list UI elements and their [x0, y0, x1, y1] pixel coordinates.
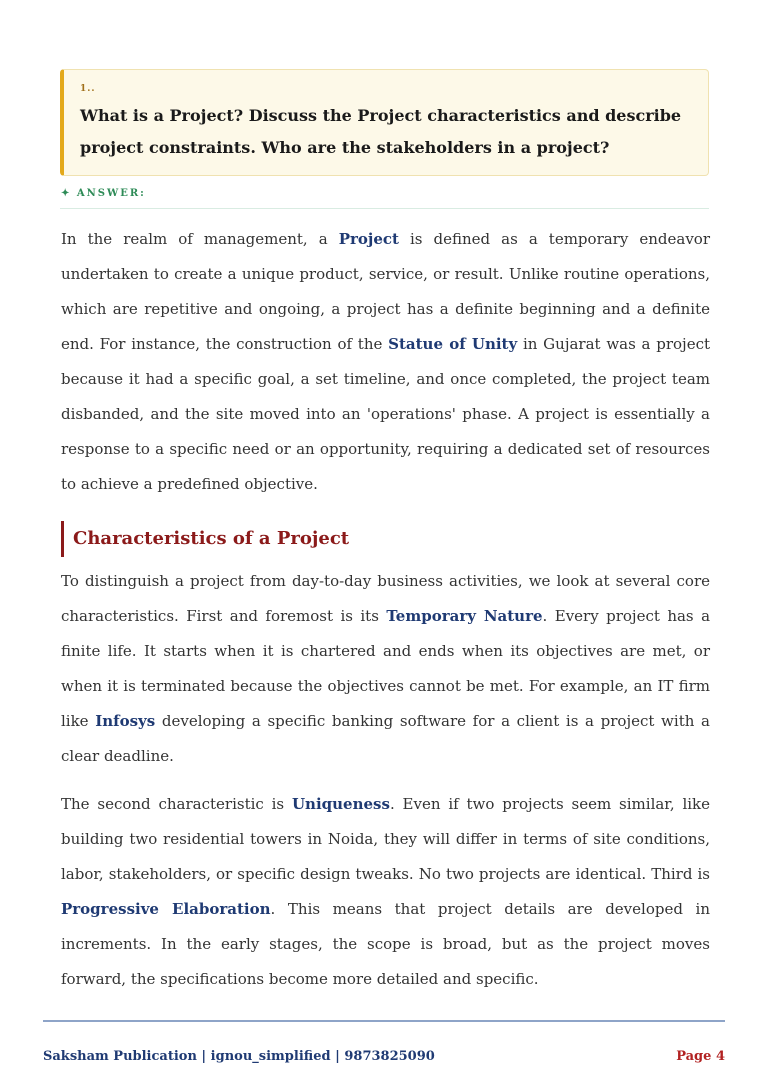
- text: is defined as a temporary endeavor undertaken to create a unique product, service, or result. Unlike routine operations, which are repetitive and ongoing, a project has a definite beginning and a definite end. For instance, the construction of the: [61, 230, 710, 353]
- keyword-progressive-elaboration: Progressive Elaboration: [61, 900, 271, 918]
- keyword-statue-of-unity: Statue of Unity: [388, 335, 518, 353]
- page-number: Page 4: [676, 1049, 725, 1064]
- paragraph-uniqueness: [61, 787, 710, 997]
- paragraph-characteristics: [61, 564, 710, 774]
- keyword-infosys: Infosys: [95, 712, 156, 730]
- keyword-project: Project: [338, 230, 399, 248]
- answer-divider: [60, 208, 709, 209]
- question-text: What is a Project? Discuss the Project characteristics and describe project constraints. Who are the stakeholders in a project?: [80, 106, 682, 157]
- text: developing a specific banking software for a client is a project with a clear deadline.: [61, 712, 710, 765]
- question-box: [60, 69, 709, 176]
- paragraph-project-definition: [61, 222, 710, 502]
- text: To distinguish a project from day-to-day business activities, we look at several core characteristics. First and foremost is its: [61, 572, 710, 625]
- text: . Every project has a finite life. It starts when it is chartered and ends when its objectives are met, or when it is terminated because the objectives cannot be met. For example, an IT firm like: [61, 607, 711, 730]
- footer-divider: [43, 1020, 725, 1022]
- footer-publisher: Saksham Publication | ignou_simplified | 9873825090: [43, 1049, 435, 1064]
- section-heading: Characteristics of a Project: [61, 521, 710, 557]
- text: in Gujarat was a project because it had a specific goal, a set timeline, and once completed, the project team disbanded, and the site moved into an 'operations' phase. A project is essentially a response to a specific need or an opportunity, requiring a dedicated set of resources to achieve a predefined objective.: [61, 335, 711, 493]
- text: In the realm of management, a: [61, 230, 339, 248]
- answer-label: ✦ ANSWER:: [61, 188, 146, 199]
- question-number: 1..: [80, 84, 96, 94]
- text: . This means that project details are developed in increments. In the early stages, the scope is broad, but as the project moves forward, the specifications become more detailed and specific.: [61, 900, 710, 988]
- text: . Even if two projects seem similar, like building two residential towers in Noida, they will differ in terms of site conditions, labor, stakeholders, or specific design tweaks. No two projects are identical. Third is: [61, 795, 710, 883]
- text: The second characteristic is: [61, 795, 292, 813]
- keyword-temporary-nature: Temporary Nature: [386, 607, 543, 625]
- keyword-uniqueness: Uniqueness: [291, 795, 390, 813]
